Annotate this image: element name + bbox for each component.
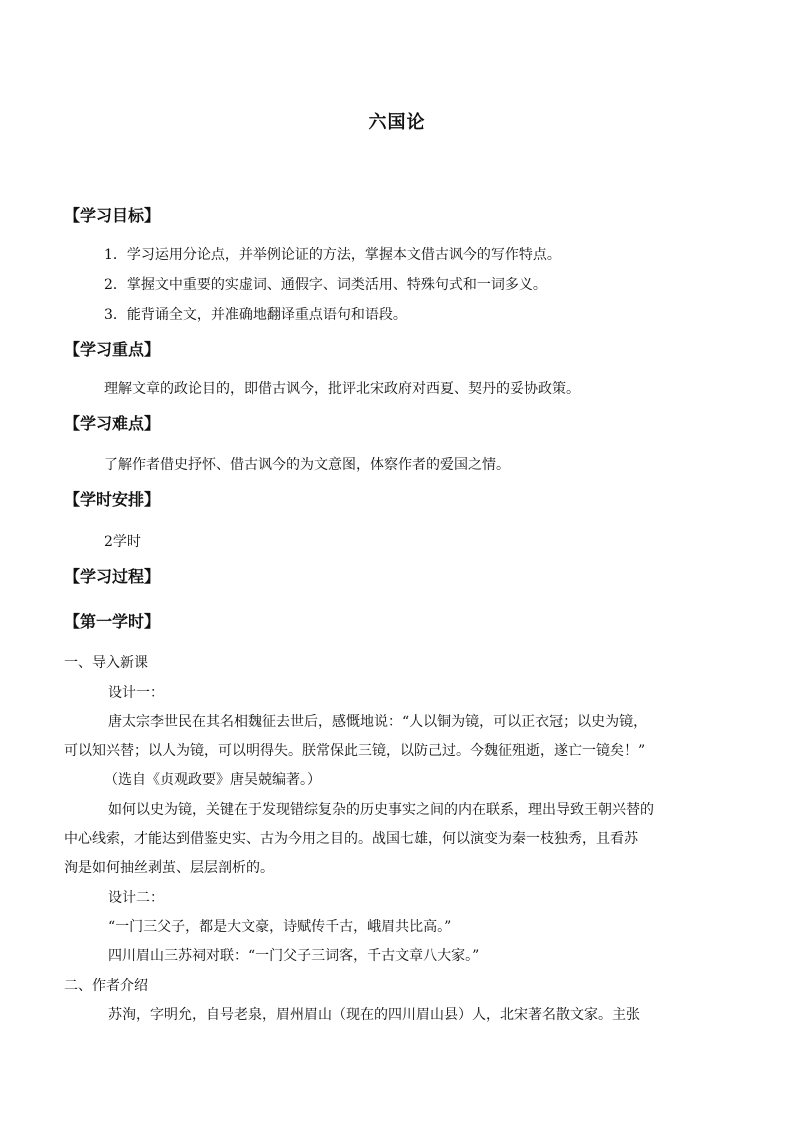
difficulties-text: 了解作者借史抒怀、借古讽今的为文意图，体察作者的爱国之情。 <box>104 457 510 473</box>
schedule-text: 2学时 <box>104 534 141 550</box>
paragraph-line: 如何以史为镜，关键在于发现错综复杂的历史事实之间的内在联系，理出导致王朝兴替的 <box>108 802 654 818</box>
quote-line: “一门三父子，都是大文豪，诗赋传千古，峨眉共比高。” <box>108 919 452 935</box>
heading-first-period: 【第一学时】 <box>64 612 161 631</box>
section-heading-intro: 一、导入新课 <box>64 655 148 671</box>
document-title: 六国论 <box>368 112 426 133</box>
goal-item-2: 2．掌握文中重要的实虚词、通假字、词类活用、特殊句式和一词多义。 <box>104 277 547 293</box>
paragraph-line: 洵是如何抽丝剥茧、层层剖析的。 <box>64 860 274 876</box>
key-points-text: 理解文章的政论目的，即借古讽今，批评北宋政府对西夏、契丹的妥协政策。 <box>104 381 580 397</box>
paragraph-line: 可以知兴替；以人为镜，可以明得失。朕常保此三镜，以防己过。今魏征殂逝，遂亡一镜矣！” <box>64 743 646 759</box>
design-one-label: 设计一： <box>108 685 164 701</box>
goal-item-3: 3．能背诵全文，并准确地翻译重点语句和语段。 <box>104 307 407 323</box>
paragraph-line: 中心线索，才能达到借鉴史实、古为今用之目的。战国七雄，何以演变为秦一枝独秀，且看苏 <box>64 831 638 847</box>
heading-goals: 【学习目标】 <box>64 206 161 225</box>
design-two-label: 设计二： <box>108 890 164 906</box>
citation-line: （选自《贞观政要》唐吴兢编著。） <box>104 772 321 788</box>
heading-key-points: 【学习重点】 <box>64 340 161 359</box>
paragraph-line: 唐太宗李世民在其名相魏征去世后，感慨地说：“人以铜为镜，可以正衣冠；以史为镜， <box>108 714 648 730</box>
heading-difficulties: 【学习难点】 <box>64 414 161 433</box>
couplet-line: 四川眉山三苏祠对联：“一门父子三词客，千古文章八大家。” <box>108 948 480 964</box>
goal-item-1: 1．学习运用分论点，并举例论证的方法，掌握本文借古讽今的写作特点。 <box>104 247 561 263</box>
paragraph-line: 苏洵，字明允，自号老泉，眉州眉山（现在的四川眉山县）人，北宋著名散文家。主张 <box>108 1007 640 1023</box>
section-heading-author: 二、作者介绍 <box>64 978 148 994</box>
heading-process: 【学习过程】 <box>64 567 161 586</box>
heading-schedule: 【学时安排】 <box>64 490 161 509</box>
